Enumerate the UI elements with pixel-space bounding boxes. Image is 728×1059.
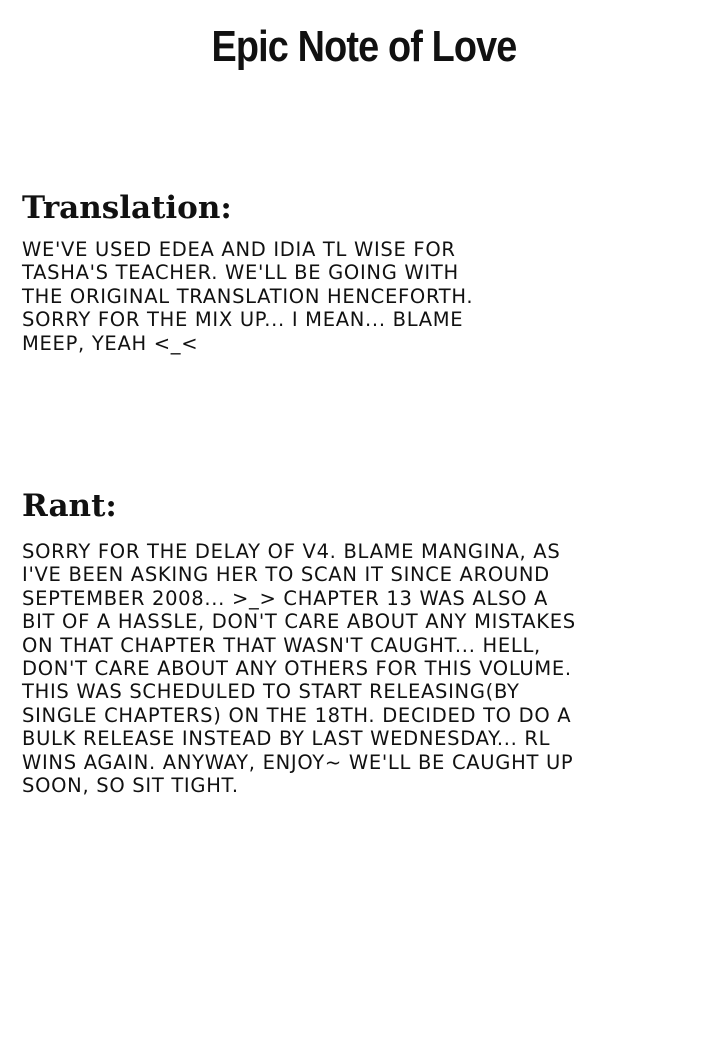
rant-line: DON'T CARE ABOUT ANY OTHERS FOR THIS VOLUME.	[22, 657, 572, 681]
translation-line: TASHA'S TEACHER. WE'LL BE GOING WITH	[22, 261, 459, 285]
rant-line: SOON, SO SIT TIGHT.	[22, 774, 239, 798]
rant-heading: Rant:	[22, 488, 117, 524]
rant-text	[22, 540, 712, 797]
page-title: Epic Note of Love	[211, 22, 517, 71]
translation-line: SORRY FOR THE MIX UP... I MEAN... BLAME	[22, 308, 464, 332]
translation-line: MEEP, YEAH <_<	[22, 331, 199, 355]
rant-line: BIT OF A HASSLE, DON'T CARE ABOUT ANY MISTAKES	[22, 610, 576, 634]
rant-line: ON THAT CHAPTER THAT WASN'T CAUGHT... HELL,	[22, 633, 541, 657]
translation-text	[22, 238, 712, 355]
rant-line: THIS WAS SCHEDULED TO START RELEASING(BY	[22, 680, 520, 704]
rant-line: SINGLE CHAPTERS) ON THE 18TH. DECIDED TO DO A	[22, 703, 572, 727]
translation-line: WE'VE USED EDEA AND IDIA TL WISE FOR	[22, 238, 456, 261]
rant-line: SEPTEMBER 2008... >_> CHAPTER 13 WAS ALSO A	[22, 586, 549, 610]
translation-heading: Translation:	[22, 190, 232, 226]
rant-line: SORRY FOR THE DELAY OF V4. BLAME MANGINA, AS	[22, 540, 561, 563]
rant-line: BULK RELEASE INSTEAD BY LAST WEDNESDAY... RL	[22, 727, 551, 751]
translation-line: THE ORIGINAL TRANSLATION HENCEFORTH.	[22, 284, 474, 308]
rant-line: I'VE BEEN ASKING HER TO SCAN IT SINCE AROUND	[22, 563, 550, 587]
rant-line: WINS AGAIN. ANYWAY, ENJOY~ WE'LL BE CAUGHT UP	[22, 750, 574, 774]
